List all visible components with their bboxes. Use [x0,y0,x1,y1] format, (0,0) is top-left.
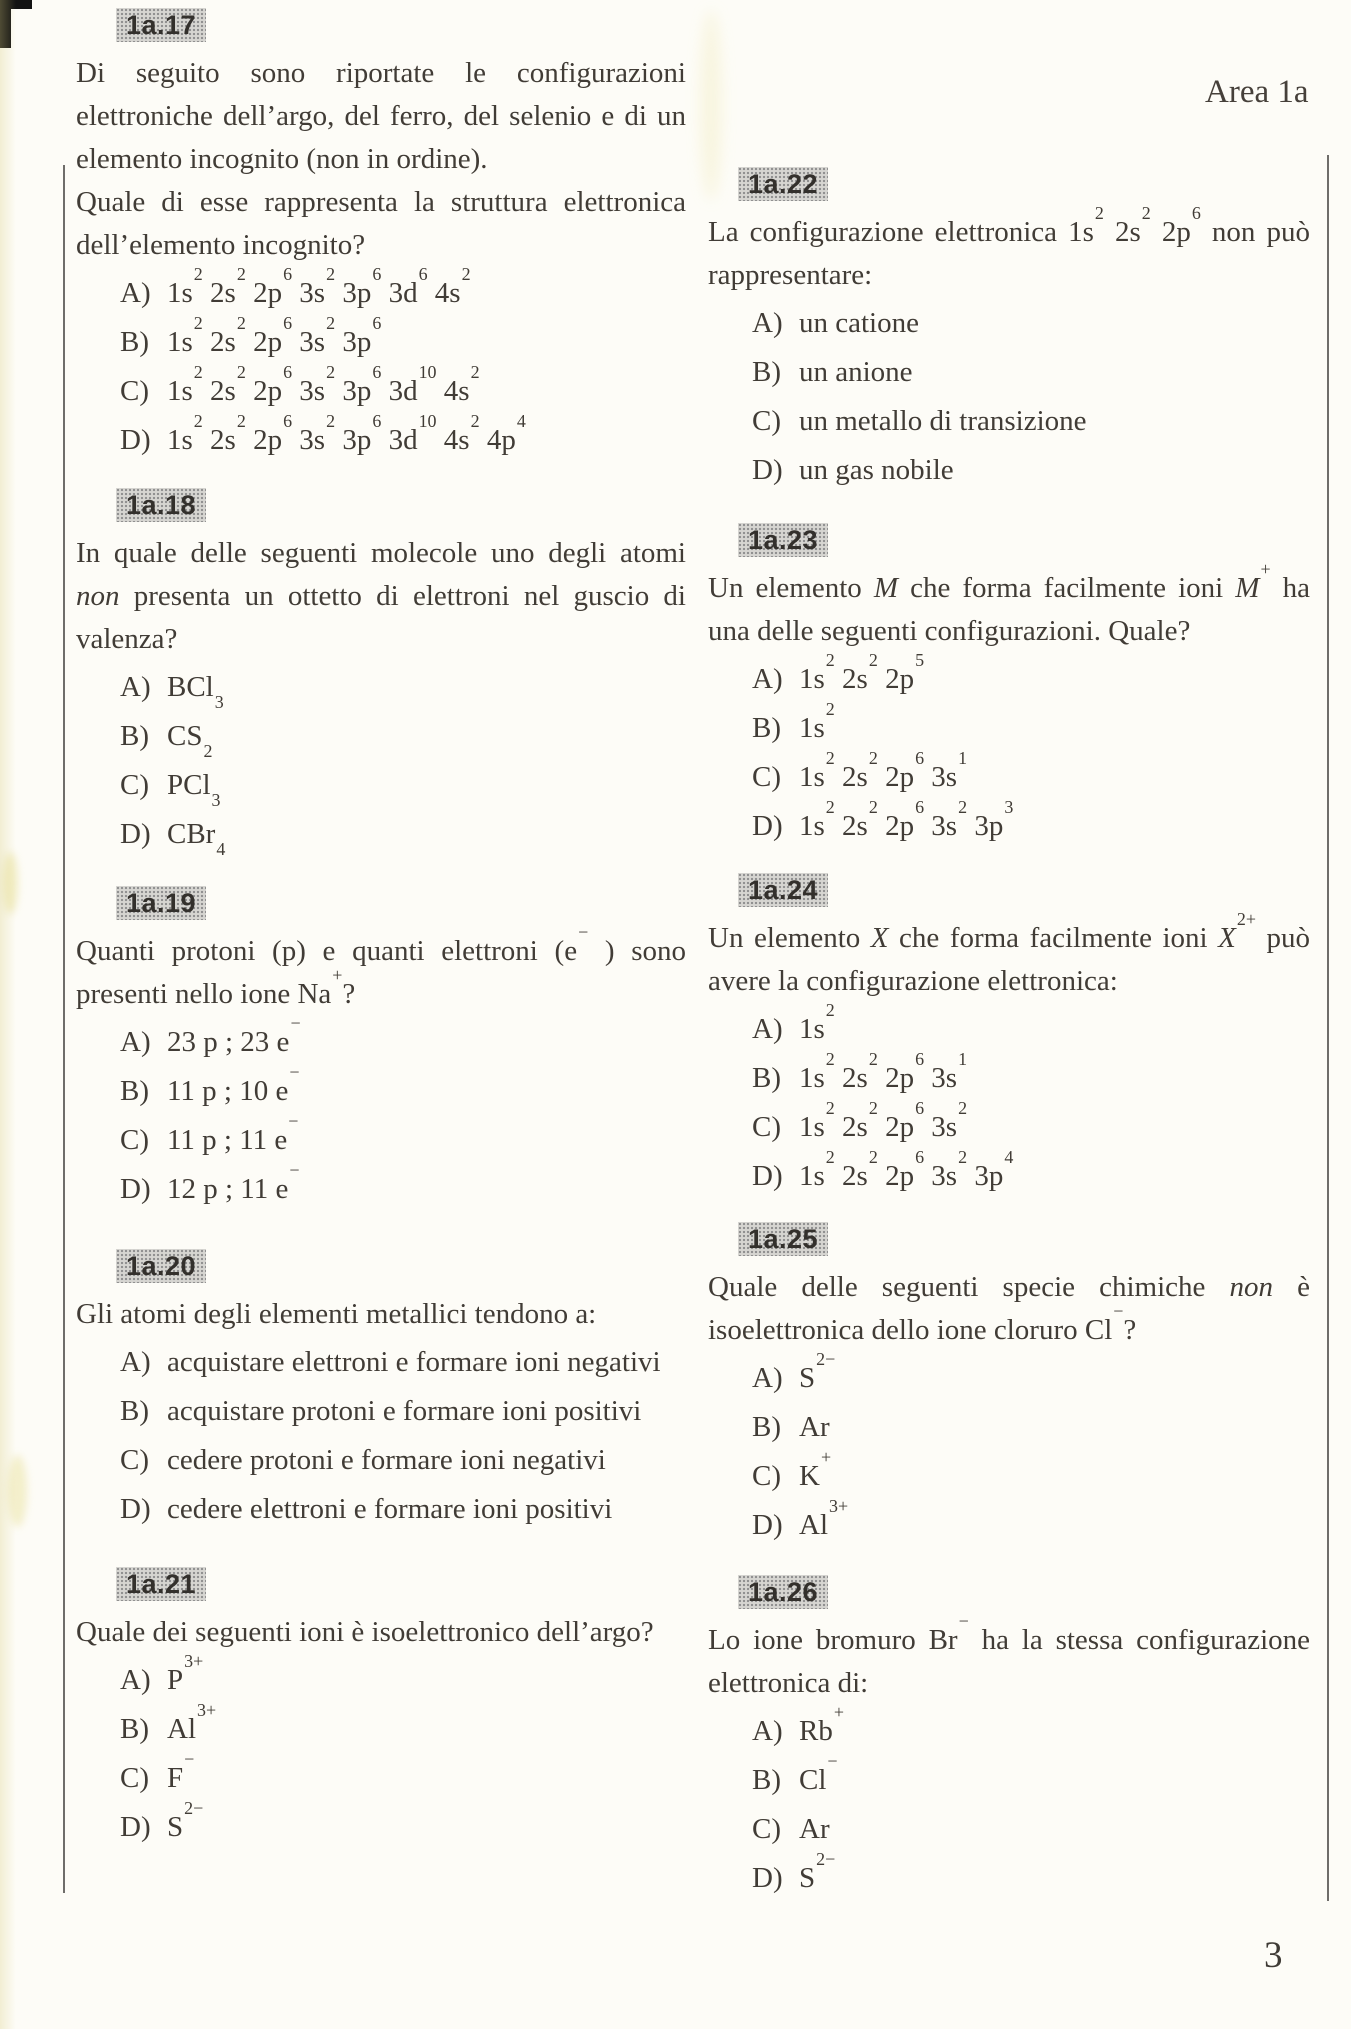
option-text: BCl$_3$ [167,671,224,713]
question-block [708,523,1310,847]
option-letter: A) [120,1664,151,1696]
option-letter: C) [120,1124,149,1156]
question-number-badge: 1a.21 [116,1567,206,1601]
question-block [76,886,686,1210]
option-text: $1s^2$ $2s^2$ $2p^6$ $3s^2$ $3p^6$ $3d^{10}$ $4s^2$ [167,362,480,407]
option-text: $1s^2$ $2s^2$ $2p^6$ $3s^1$ [799,748,968,793]
option-letter: B) [120,1075,149,1107]
options-list [708,1702,1310,1899]
option-text: Ar [799,1411,830,1443]
option-letter: B) [752,712,781,744]
option-text: $1s^2$ [799,1000,835,1045]
option-letter: A) [752,1013,783,1045]
option-text: acquistare elettroni e formare ioni negativi [167,1346,661,1378]
option-letter: C) [752,1813,781,1845]
option-letter: D) [752,1160,783,1192]
answer-option [708,1406,1310,1448]
options-list [708,650,1310,847]
question-text: Un elemento X che forma facilmente ioni $X^{2+}$ può avere la configurazione elettronica: [708,909,1310,997]
option-letter: D) [120,1493,151,1525]
answer-option [708,797,1310,847]
question-number-badge: 1a.18 [116,488,206,522]
answer-option [708,1808,1310,1850]
question-block [708,167,1310,491]
question-text: Lo ione bromuro Br− ha la stessa configurazione elettronica di: [708,1611,1311,1699]
answer-option [76,666,686,713]
answer-option [76,1013,686,1063]
answer-option [708,748,1310,798]
scan-edge-tint [0,0,16,2029]
answer-option [708,449,1310,491]
option-letter: D) [752,810,783,842]
options-list [708,1000,1310,1197]
option-text: $S^{2-}$ [167,1798,204,1843]
option-text: CBr$_4$ [167,818,226,860]
option-letter: D) [120,1173,151,1205]
option-letter: C) [752,761,781,793]
answer-option [708,400,1310,442]
question-text: Quale dei seguenti ioni è isoelettronico dell’argo? [76,1616,654,1648]
option-letter: C) [120,769,149,801]
answer-option [76,1798,686,1848]
answer-option [76,313,686,363]
answer-option [708,699,1310,749]
option-text: cedere protoni e formare ioni negativi [167,1444,606,1476]
option-text: 12 p ; 11 e− [167,1160,300,1205]
answer-option [708,1751,1310,1801]
answer-option [76,1700,686,1750]
answer-option [708,1447,1310,1497]
options-list [76,666,686,860]
answer-option [76,813,686,860]
option-letter: D) [120,1811,151,1843]
answer-option [708,650,1310,700]
option-letter: C) [752,1460,781,1492]
answer-option [76,1341,686,1383]
option-letter: C) [120,375,149,407]
option-text: $1s^2$ $2s^2$ $2p^5$ [799,650,925,695]
answer-option [76,1439,686,1481]
option-text: Rb+ [799,1702,844,1747]
question-number-badge: 1a.26 [738,1575,828,1609]
option-letter: A) [120,671,151,703]
answer-option [76,1749,686,1799]
options-list [76,1013,686,1210]
options-list [76,1651,686,1848]
answer-option [76,1390,686,1432]
question-text: In quale delle seguenti molecole uno degli atomi non presenta un ottetto di elettroni nel guscio di valenza? [76,537,686,655]
question-number-badge: 1a.25 [738,1222,828,1256]
right-column [708,0,1310,1906]
option-letter: D) [752,1862,783,1894]
left-margin-rule [63,165,65,1893]
scan-smudge [3,852,18,914]
option-text: $P^{3+}$ [167,1651,204,1696]
option-letter: A) [120,1346,151,1378]
option-letter: C) [752,405,781,437]
option-letter: B) [752,1764,781,1796]
answer-option [708,1349,1310,1399]
question-number-badge: 1a.17 [116,8,206,42]
option-text: 11 p ; 10 e− [167,1062,300,1107]
answer-option [708,1049,1310,1099]
question-text: Un elemento M che forma facilmente ioni M+ ha una delle seguenti configurazioni. Quale? [708,559,1311,647]
option-text: un gas nobile [799,454,954,486]
question-text: Quale delle seguenti specie chimiche non è isoelettronica dello ione cloruro Cl−? [708,1271,1310,1346]
answer-option [76,1488,686,1530]
option-text: cedere elettroni e formare ioni positivi [167,1493,613,1525]
answer-option [76,1160,686,1210]
option-text: un catione [799,307,919,339]
question-number-badge: 1a.24 [738,873,828,907]
option-text: acquistare protoni e formare ioni positivi [167,1395,642,1427]
question-text: La configurazione elettronica $1s^2$ $2s^2$ $2p^6$ non può rappresentare: [708,203,1311,291]
option-text: $1s^2$ $2s^2$ $2p^6$ $3s^2$ $3p^6$ $3d^6$ $4s^2$ [167,264,471,309]
option-text: $S^{2-}$ [799,1849,836,1894]
answer-option [708,1098,1310,1148]
option-letter: A) [752,307,783,339]
option-letter: B) [120,1713,149,1745]
options-list [708,302,1310,491]
option-text: Ar [799,1813,830,1845]
answer-option [76,411,686,461]
right-margin-rule [1327,155,1329,1901]
question-block [76,1567,686,1848]
option-letter: C) [120,1444,149,1476]
option-letter: B) [120,720,149,752]
answer-option [708,1849,1310,1899]
option-text: $Al^{3+}$ [167,1700,217,1745]
answer-option [76,264,686,314]
question-block [76,1249,686,1530]
question-number-badge: 1a.19 [116,886,206,920]
answer-option [76,764,686,811]
option-text: $1s^2$ $2s^2$ $2p^6$ $3s^2$ [799,1098,968,1143]
answer-option [76,1111,686,1161]
option-letter: B) [120,1395,149,1427]
option-letter: A) [752,1362,783,1394]
option-text: $1s^2$ $2s^2$ $2p^6$ $3s^1$ [799,1049,968,1094]
options-list [76,1341,686,1530]
answer-option [76,362,686,412]
answer-option [708,1702,1310,1752]
option-text: $1s^2$ $2s^2$ $2p^6$ $3s^2$ $3p^6$ [167,313,382,358]
option-text: un anione [799,356,913,388]
option-letter: C) [752,1111,781,1143]
option-text: F− [167,1749,195,1794]
option-letter: B) [752,1062,781,1094]
question-text: Gli atomi degli elementi metallici tendono a: [76,1298,597,1330]
option-letter: A) [752,1715,783,1747]
question-block [76,488,686,860]
option-text: $CS_2$ [167,720,213,762]
answer-option [708,302,1310,344]
option-text: K+ [799,1447,832,1492]
option-letter: B) [752,356,781,388]
option-text: $1s^2$ $2s^2$ $2p^6$ $3s^2$ $3p^4$ [799,1147,1014,1192]
option-text: PCl$_3$ [167,769,221,811]
question-block [708,873,1310,1197]
question-number-badge: 1a.20 [116,1249,206,1283]
option-letter: D) [120,424,151,456]
scan-smudge [8,1455,27,1527]
option-text: $Al^{3+}$ [799,1496,849,1541]
area-label: Area 1a [1205,74,1309,110]
answer-option [76,1651,686,1701]
question-block [708,1222,1310,1546]
option-letter: D) [752,454,783,486]
option-text: $S^{2-}$ [799,1349,836,1394]
answer-option [708,1000,1310,1050]
question-block [708,1575,1310,1899]
option-letter: A) [752,663,783,695]
option-text: $1s^2$ $2s^2$ $2p^6$ $3s^2$ $3p^6$ $3d^{10}$ $4s^2$ $4p^4$ [167,411,526,456]
option-letter: D) [120,818,151,850]
left-column [76,0,686,1855]
option-text: 11 p ; 11 e− [167,1111,299,1156]
option-letter: A) [120,277,151,309]
option-text: un metallo di transizione [799,405,1087,437]
option-letter: D) [752,1509,783,1541]
option-letter: A) [120,1026,151,1058]
option-text: $1s^2$ [799,699,835,744]
option-text: $1s^2$ $2s^2$ $2p^6$ $3s^2$ $3p^3$ [799,797,1014,842]
question-text: Di seguito sono riportate le configurazioni elettroniche dell’argo, del ferro, del selenio e di un elemento incognito (non in ordine). Quale di esse rappresenta la struttura elettronica dell’elemento incognito? [76,57,686,261]
answer-option [76,1062,686,1112]
options-list [708,1349,1310,1546]
page-number: 3 [1264,1935,1283,1976]
answer-option [76,715,686,762]
answer-option [708,1147,1310,1197]
question-number-badge: 1a.23 [738,523,828,557]
options-list [76,264,686,461]
question-text: Quanti protoni (p) e quanti elettroni (e− ) sono presenti nello ione Na+? [76,922,686,1010]
option-text: Cl− [799,1751,838,1796]
question-block [76,8,686,461]
answer-option [708,351,1310,393]
answer-option [708,1496,1310,1546]
option-letter: C) [120,1762,149,1794]
option-letter: B) [120,326,149,358]
option-text: 23 p ; 23 e− [167,1013,301,1058]
question-number-badge: 1a.22 [738,167,828,201]
option-letter: B) [752,1411,781,1443]
